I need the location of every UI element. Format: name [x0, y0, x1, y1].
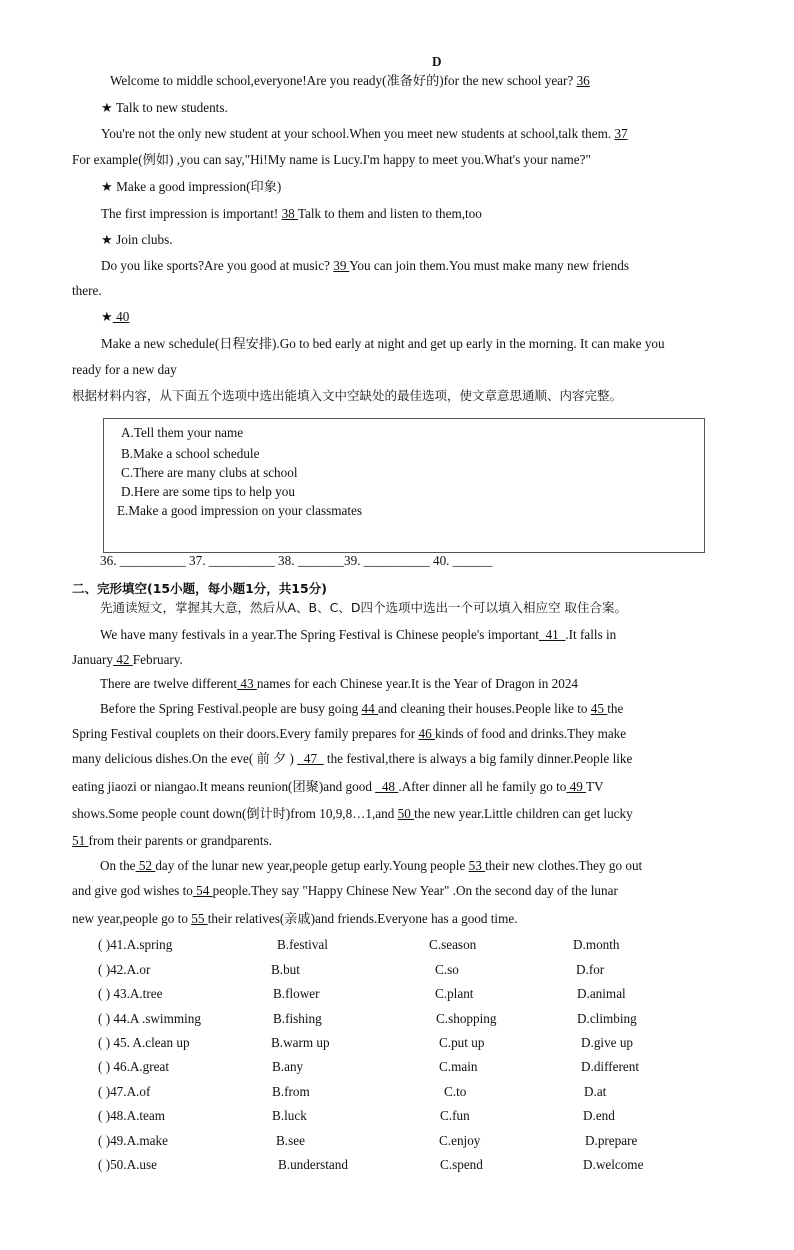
instruction-text: 根据材料内容，从下面五个选项中选出能填入文中空缺处的最佳选项，使文章意思通顺、内容完整。: [72, 388, 623, 403]
paragraph-3-line-2: there.: [72, 283, 102, 298]
cloze-line-6: many delicious dishes.On the eve( 前 夕 ) _47_ the festival,there is always a big family dinner.People like: [72, 751, 633, 766]
section-2-instruction: 先通读短文，掌握其大意，然后从A、B、C、D四个选项中选出一个可以填入相应空 取住合案。: [100, 600, 627, 615]
intro-paragraph: Welcome to middle school,everyone!Are you ready(准备好的)for the new school year? 36: [110, 73, 590, 88]
blank-42: 42: [113, 652, 133, 667]
blank-38: 38: [281, 206, 298, 221]
option-a: A.Tell them your name: [121, 425, 244, 440]
option-c: C.spend: [440, 1157, 483, 1172]
blank-41: _41_: [538, 627, 566, 642]
paragraph-2: The first impression is important! 38 Talk to them and listen to them,too: [101, 206, 482, 221]
question-stem: ( )48.A.team: [98, 1108, 166, 1123]
option-b: B.from: [272, 1084, 310, 1099]
tip-heading-talk: ★ Talk to new students.: [101, 100, 228, 115]
blank-46: 46: [418, 726, 435, 741]
blank-36: 36: [576, 73, 590, 88]
option-d: D.Here are some tips to help you: [121, 484, 295, 499]
option-d: D.month: [573, 937, 620, 952]
option-c: C.main: [439, 1059, 478, 1074]
paragraph-4-line-2: ready for a new day: [72, 362, 177, 377]
option-b: B.festival: [277, 937, 328, 952]
blank-39: 39: [333, 258, 350, 273]
blank-52: 52: [135, 858, 156, 873]
option-b: B.flower: [273, 986, 320, 1001]
cloze-line-8: shows.Some people count down(倒计时)from 10,9,8…1,and 50 the new year.Little children can get lucky: [72, 806, 633, 821]
paragraph-4-line-1: Make a new schedule(日程安排).Go to bed early at night and get up early in the morning. It can make you: [101, 336, 665, 351]
option-d: D.at: [584, 1084, 607, 1099]
question-stem: ( )42.A.or: [98, 962, 151, 977]
cloze-line-4: Before the Spring Festival.people are busy going 44 and cleaning their houses.People like to 45 the: [100, 701, 624, 716]
cloze-line-5: Spring Festival couplets on their doors.Every family prepares for 46 kinds of food and drinks.They make: [72, 726, 627, 741]
blank-45: 45: [590, 701, 608, 716]
option-b: B.any: [272, 1059, 304, 1074]
option-d: D.give up: [581, 1035, 634, 1050]
tip-heading-impression: ★ Make a good impression(印象): [101, 179, 282, 194]
blank-55: 55: [191, 911, 208, 926]
question-stem: ( ) 44.A .swimming: [98, 1011, 201, 1026]
option-c: C.to: [444, 1084, 467, 1099]
blank-49: 49: [566, 779, 586, 794]
blank-50: 50: [397, 806, 415, 821]
option-c: C.There are many clubs at school: [121, 465, 298, 480]
option-b: B.understand: [278, 1157, 348, 1172]
option-e: E.Make a good impression on your classmates: [117, 503, 363, 518]
blank-44: 44: [361, 701, 378, 716]
option-d: D.animal: [577, 986, 626, 1001]
section-2-heading: 二、完形填空(15小题，每小题1分，共15分): [72, 581, 327, 596]
section-title: D: [432, 54, 442, 69]
question-stem: ( ) 45. A.clean up: [98, 1035, 190, 1050]
option-b: B.fishing: [273, 1011, 322, 1026]
blank-37: 37: [614, 126, 628, 141]
option-b: B.see: [276, 1133, 305, 1148]
option-c: C.so: [435, 962, 459, 977]
option-d: D.end: [583, 1108, 615, 1123]
paragraph-3-line-1: Do you like sports?Are you good at music? 39 You can join them.You must make many new friends: [101, 258, 629, 273]
blank-48: _48: [375, 779, 399, 794]
paragraph-1-line-2: For example(例如) ,you can say,"Hi!My name is Lucy.I'm happy to meet you.What's your name?": [72, 152, 591, 167]
cloze-line-12: new year,people go to 55 their relatives(亲戚)and friends.Everyone has a good time.: [72, 911, 518, 926]
blank-54: 54: [192, 883, 213, 898]
cloze-line-9: 51 from their parents or grandparents.: [72, 833, 272, 848]
option-d: D.climbing: [577, 1011, 637, 1026]
cloze-line-2: January 42 February.: [72, 652, 183, 667]
question-stem: ( )50.A.use: [98, 1157, 157, 1172]
option-c: C.put up: [439, 1035, 485, 1050]
option-b: B.but: [271, 962, 300, 977]
question-stem: ( ) 46.A.great: [98, 1059, 170, 1074]
option-c: C.season: [429, 937, 477, 952]
blank-43: 43: [237, 676, 257, 691]
option-c: C.enjoy: [439, 1133, 481, 1148]
cloze-line-11: and give god wishes to 54 people.They say "Happy Chinese New Year" .On the second day of the lunar: [72, 883, 618, 898]
option-d: D.for: [576, 962, 605, 977]
options-box: [103, 418, 705, 553]
answer-line: 36. __________ 37. __________ 38. _______39. __________ 40. ______: [100, 553, 493, 568]
cloze-line-3: There are twelve different 43 names for each Chinese year.It is the Year of Dragon in 2024: [100, 676, 579, 691]
star-icon: ★: [101, 309, 113, 324]
option-c: C.plant: [435, 986, 474, 1001]
blank-51: 51: [72, 833, 89, 848]
option-c: C.fun: [440, 1108, 470, 1123]
cloze-line-10: On the 52 day of the lunar new year,people getup early.Young people 53 their new clothes.They go out: [100, 858, 643, 873]
option-b: B.Make a school schedule: [121, 446, 260, 461]
tip-heading-clubs: ★ Join clubs.: [101, 232, 173, 247]
blank-40: 40: [112, 309, 130, 324]
question-stem: ( )47.A.of: [98, 1084, 151, 1099]
option-c: C.shopping: [436, 1011, 497, 1026]
cloze-line-7: eating jiaozi or niangao.It means reunion(团聚)and good _48 .After dinner all he family go to 49 TV: [72, 779, 604, 794]
blank-53: 53: [468, 858, 486, 873]
question-stem: ( ) 43.A.tree: [98, 986, 163, 1001]
option-b: B.warm up: [271, 1035, 330, 1050]
option-d: D.prepare: [585, 1133, 638, 1148]
blank-47: _47_: [297, 751, 324, 766]
option-d: D.welcome: [583, 1157, 644, 1172]
option-b: B.luck: [272, 1108, 307, 1123]
paragraph-1-line-1: You're not the only new student at your school.When you meet new students at school,talk them. 37: [101, 126, 628, 141]
question-stem: ( )41.A.spring: [98, 937, 173, 952]
tip-heading-blank-40: [101, 309, 129, 325]
cloze-line-1: We have many festivals in a year.The Spring Festival is Chinese people's important_41_.It falls in: [100, 627, 617, 642]
question-stem: ( )49.A.make: [98, 1133, 168, 1148]
option-d: D.different: [581, 1059, 639, 1074]
